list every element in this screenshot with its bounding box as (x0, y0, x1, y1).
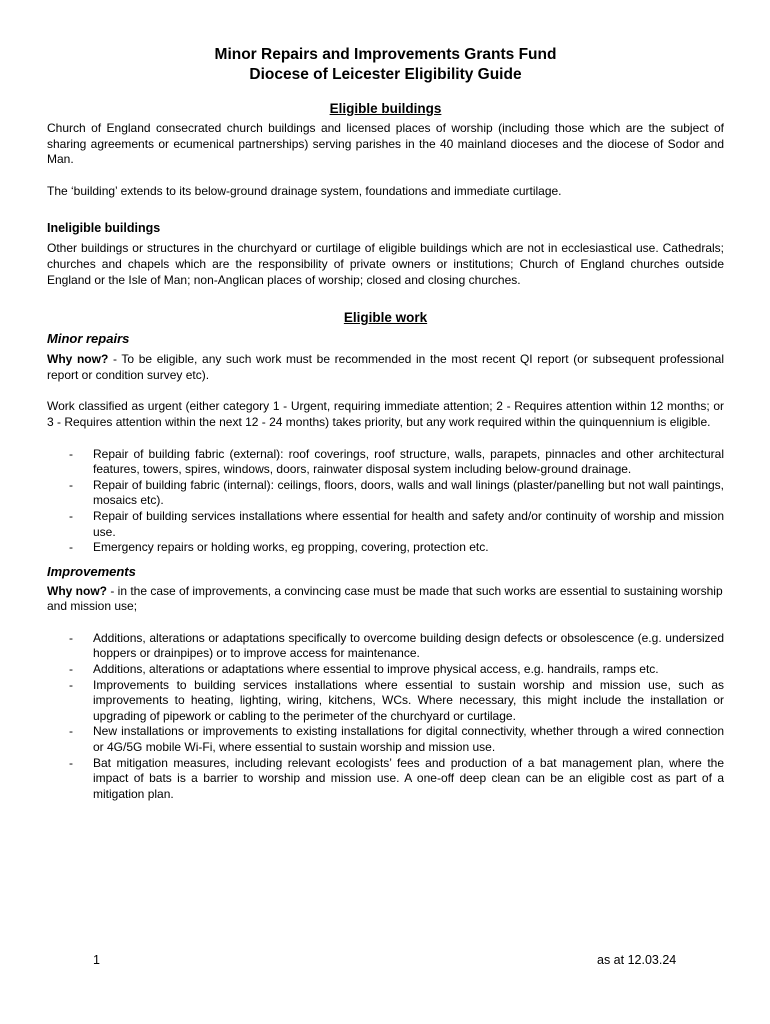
ineligible-buildings-heading: Ineligible buildings (47, 221, 161, 236)
list-item: - Repair of building services installations where essential for health and safety and/or continuity of worship and mission use. (47, 509, 724, 540)
improvements-list (47, 631, 724, 803)
minor-repairs-list (47, 447, 724, 556)
why-now-text: - in the case of improvements, a convincing case must be made that such works are essential to sustaining worship and mission use; (47, 583, 723, 614)
why-now-label: Why now? (47, 352, 109, 367)
document-title-line1: Minor Repairs and Improvements Grants Fund (214, 46, 557, 63)
minor-repairs-why-now (47, 352, 724, 383)
why-now-label: Why now? (47, 583, 107, 598)
eligible-work-heading: Eligible work (343, 310, 428, 326)
list-item: - Additions, alterations or adaptations where essential to improve physical access, e.g. handrails, ramps etc. (47, 662, 724, 678)
improvements-heading: Improvements (47, 563, 136, 579)
document-title-line2: Diocese of Leicester Eligibility Guide (249, 66, 522, 83)
document-date: as at 12.03.24 (597, 953, 677, 967)
list-item: - Repair of building fabric (external): roof coverings, roof structure, walls, parapets, pinnacles and other architectural features, towers, spires, windows, doors, rainwater disposal system including below-ground drainage. (47, 447, 724, 478)
list-item: - Improvements to building services installations where essential to sustain worship and mission use, such as improvements to heating, lighting, wiring, kitchens, WCs. Where necessary, this might include the installation or upgrading of pipework or cabling to the perimeter of the churchyard or curtilage. (47, 678, 724, 725)
building-extent-paragraph: The ‘building’ extends to its below-ground drainage system, foundations and immediate curtilage. (47, 183, 562, 198)
minor-repairs-heading: Minor repairs (47, 331, 130, 347)
list-item: - Bat mitigation measures, including relevant ecologists’ fees and production of a bat management plan, where the impact of bats is a barrier to worship and mission use. A one-off deep clean can be an eligible cost as part of a mitigation plan. (47, 756, 724, 803)
list-item: - Repair of building fabric (internal): ceilings, floors, doors, walls and wall linings (plaster/panelling but not wall paintings, mosaics etc). (47, 478, 724, 509)
ineligible-buildings-paragraph: Other buildings or structures in the churchyard or curtilage of eligible buildings which are not in ecclesiastical use. Cathedrals; churches and chapels which are the responsibility of private owners or institutions; Church of England churches outside England or the Isle of Man; non-Anglican places of worship; closed and closing churches. (47, 241, 724, 287)
eligible-buildings-paragraph: Church of England consecrated church buildings and licensed places of worship (including those which are the subject of sharing agreements or ecumenical partnerships) serving parishes in the 40 mainland dioceses and the diocese of Sodor and Man. (47, 121, 724, 167)
document-page (47, 45, 724, 802)
page-number: 1 (93, 953, 100, 967)
list-item: - Emergency repairs or holding works, eg propping, covering, protection etc. (47, 540, 724, 556)
why-now-text: - To be eligible, any such work must be recommended in the most recent QI report (or subsequent professional report or condition survey etc). (47, 352, 724, 382)
list-item: - New installations or improvements to existing installations for digital connectivity, whether through a wired connection or 4G/5G mobile Wi-Fi, where essential to sustain worship and mission use. (47, 724, 724, 755)
eligible-buildings-heading: Eligible buildings (329, 101, 442, 116)
urgent-work-paragraph: Work classified as urgent (either category 1 - Urgent, requiring immediate attention; 2 - Requires attention within 12 months; or 3 - Requires attention within the next 12 - 24 months) takes priority, but any work required within the quinquennium is eligible. (47, 399, 724, 429)
improvements-why-now (47, 584, 724, 615)
list-item: - Additions, alterations or adaptations specifically to overcome building design defects or obsolescence (e.g. undersized hoppers or drainpipes) or to improve access for maintenance. (47, 631, 724, 662)
